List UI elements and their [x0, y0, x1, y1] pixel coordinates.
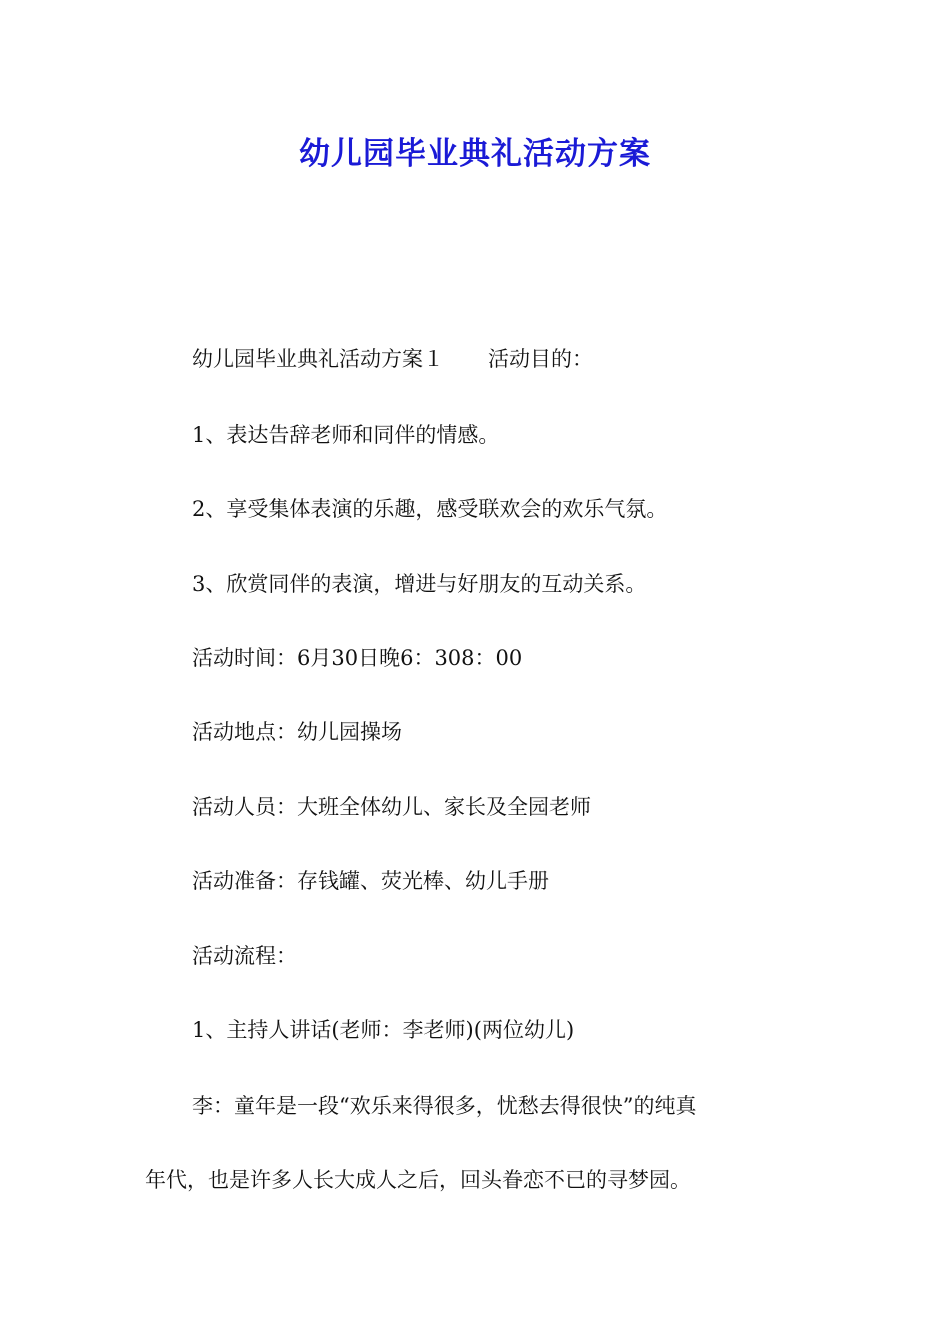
goal-item-1: 1、表达告辞老师和同伴的情感。	[192, 423, 500, 447]
goal-heading: 活动目的：	[488, 347, 593, 371]
activity-place: 活动地点：幼儿园操场	[192, 720, 402, 744]
process-step-1: 1、主持人讲话(老师：李老师)(两位幼儿)	[192, 1018, 575, 1042]
activity-preparation: 活动准备：存钱罐、荧光棒、幼儿手册	[192, 869, 549, 893]
speech-line-2: 年代，也是许多人长大成人之后，回头眷恋不已的寻梦园。	[145, 1168, 691, 1192]
goal-item-2: 2、享受集体表演的乐趣，感受联欢会的欢乐气氛。	[192, 497, 668, 521]
goal-item-3: 3、欣赏同伴的表演，增进与好朋友的互动关系。	[192, 572, 647, 596]
activity-process-heading: 活动流程：	[192, 944, 297, 968]
section-heading	[192, 341, 593, 377]
activity-people: 活动人员：大班全体幼儿、家长及全园老师	[192, 795, 591, 819]
speech-line-1: 李：童年是一段“欢乐来得很多，忧愁去得很快”的纯真	[192, 1094, 697, 1118]
activity-time: 活动时间：6月30日晚6：308：00	[192, 646, 523, 670]
plan-heading: 幼儿园毕业典礼活动方案１	[192, 347, 444, 371]
document-title: 幼儿园毕业典礼活动方案	[299, 136, 651, 172]
